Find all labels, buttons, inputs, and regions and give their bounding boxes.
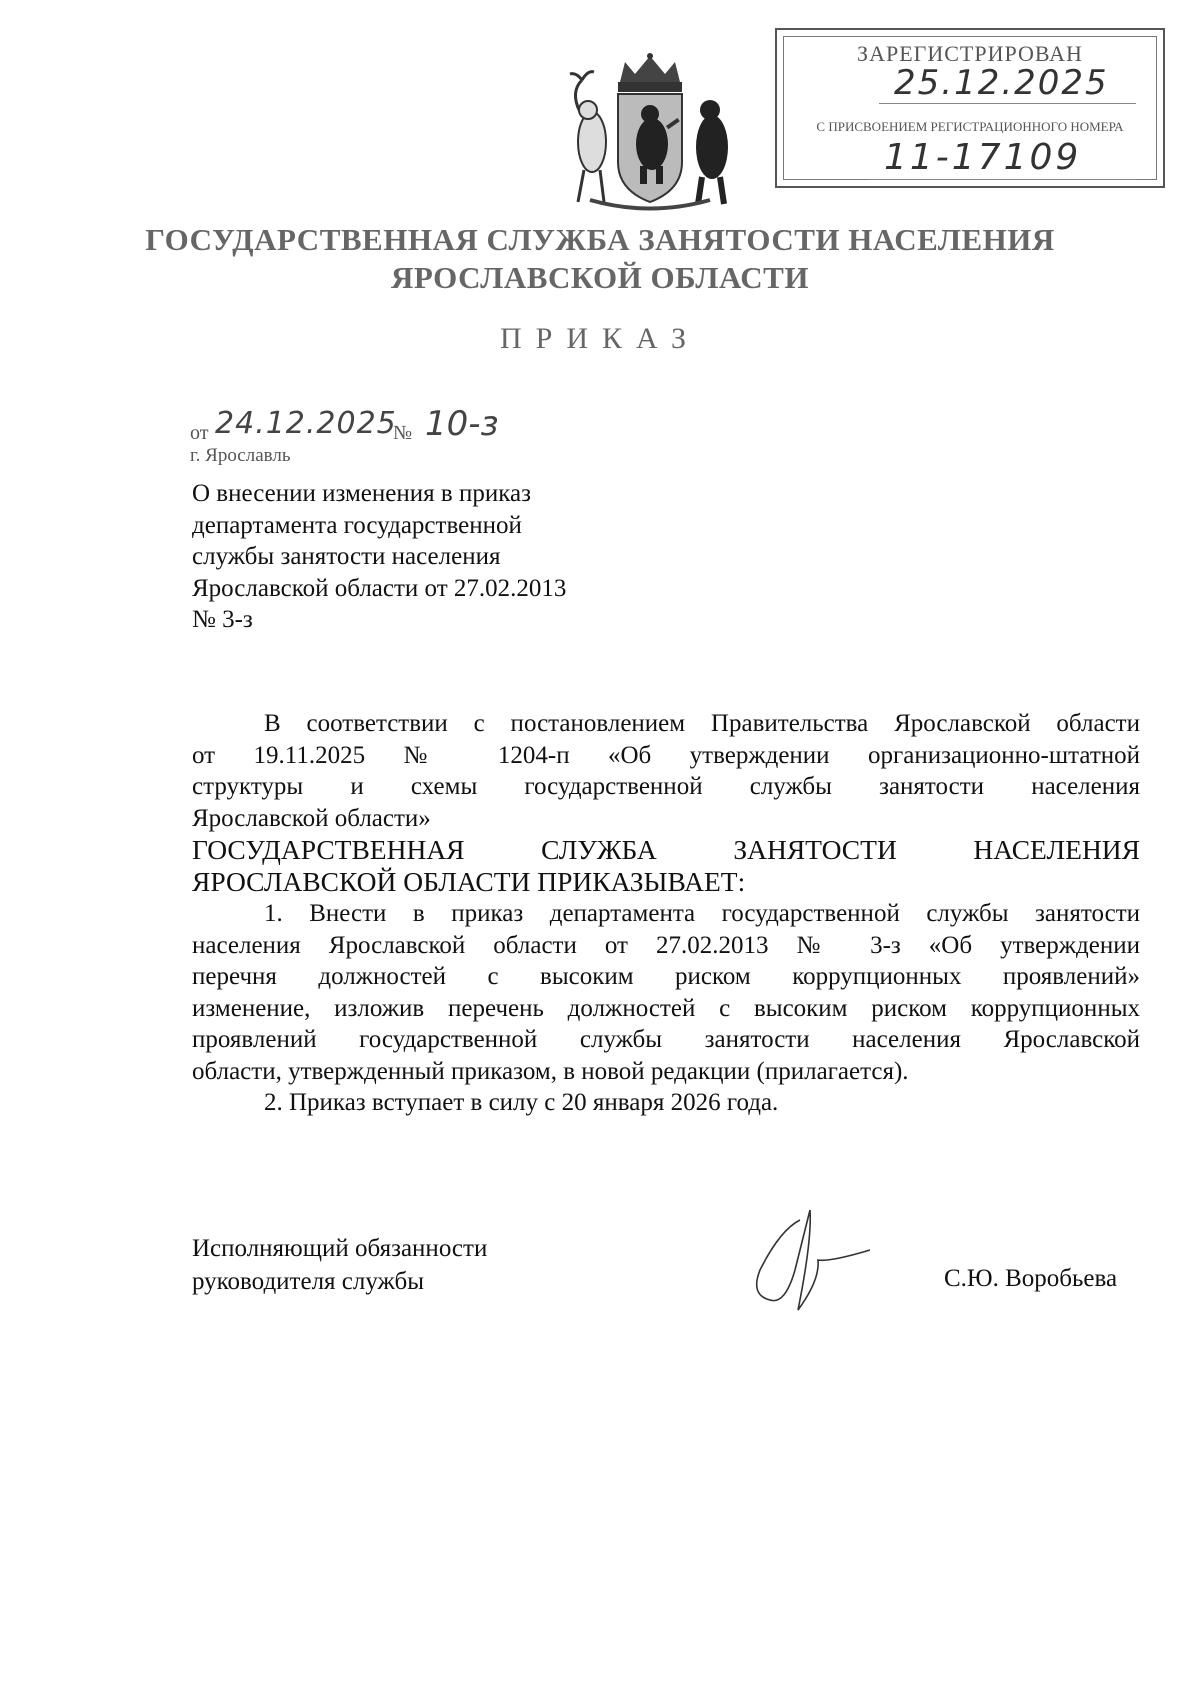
city: г. Ярославль — [190, 445, 291, 466]
order-directive-line: ГОСУДАРСТВЕННАЯ СЛУЖБА ЗАНЯТОСТИ НАСЕЛЕНИЯ — [192, 834, 1140, 865]
subject-line: департамента государственной — [192, 511, 522, 539]
subject-line: Ярославской области от 27.02.2013 — [192, 574, 567, 602]
document-type: ПРИКАЗ — [500, 322, 700, 355]
item1-line: проявлений государственной службы занятости населения Ярославской — [192, 1026, 1140, 1053]
item1-line: изменение, изложив перечень должностей с высоким риском коррупционных — [192, 994, 1140, 1022]
stamp-date: 25.12.2025 — [894, 63, 1109, 103]
preamble-line: Ярославской области» — [192, 804, 431, 832]
item1-line: 1. Внести в приказ департамента государственной службы занятости — [264, 900, 1140, 927]
item1-line: области, утвержденный приказом, в новой редакции (прилагается). — [192, 1057, 909, 1085]
number-label: № — [393, 422, 413, 444]
preamble-line: структуры и схемы государственной службы занятости населения — [192, 773, 1140, 800]
stamp-registration-number: 11-17109 — [884, 137, 1082, 178]
order-date: 24.12.2025 — [215, 406, 397, 441]
order-number: 10-з — [425, 404, 499, 444]
preamble-line: В соответствии с постановлением Правительства Ярославской области — [264, 710, 1140, 737]
subject-line: службы занятости населения — [192, 543, 501, 570]
order-directive-line: ЯРОСЛАВСКОЙ ОБЛАСТИ ПРИКАЗЫВАЕТ: — [192, 866, 746, 897]
stamp-title: ЗАРЕГИСТРИРОВАН — [857, 41, 1083, 66]
organization-name-line1: ГОСУДАРСТВЕННАЯ СЛУЖБА ЗАНЯТОСТИ НАСЕЛЕНИЯ — [145, 222, 1055, 257]
signatory-name: С.Ю. Воробьева — [944, 1265, 1118, 1292]
registration-stamp — [775, 28, 1165, 188]
organization-name-line2: ЯРОСЛАВСКОЙ ОБЛАСТИ — [391, 260, 809, 295]
subject-line: № 3-з — [192, 606, 253, 633]
item1-line: перечня должностей с высоким риском коррупционных проявлений» — [192, 963, 1140, 990]
subject-line: О внесении изменения в приказ — [192, 480, 531, 507]
handwritten-signature — [740, 1200, 880, 1320]
divider — [879, 103, 1136, 104]
item2-line: 2. Приказ вступает в силу с 20 января 2026 года. — [264, 1089, 779, 1116]
order-body — [192, 708, 1140, 1119]
signatory-title — [192, 1232, 487, 1298]
stamp-subtitle: С ПРИСВОЕНИЕМ РЕГИСТРАЦИОННОГО НОМЕРА — [816, 119, 1124, 134]
signatory-title-line: руководителя службы — [192, 1268, 425, 1295]
coat-of-arms-icon — [560, 52, 740, 212]
signatory-title-line: Исполняющий обязанности — [192, 1235, 488, 1262]
item1-line: населения Ярославской области от 27.02.2013 № 3-з «Об утверждении — [192, 931, 1140, 959]
date-from-label: от — [190, 422, 209, 444]
preamble-line: от 19.11.2025 № 1204-п «Об утверждении организационно-штатной — [192, 741, 1140, 769]
order-subject — [192, 478, 662, 636]
divider — [869, 179, 1136, 180]
